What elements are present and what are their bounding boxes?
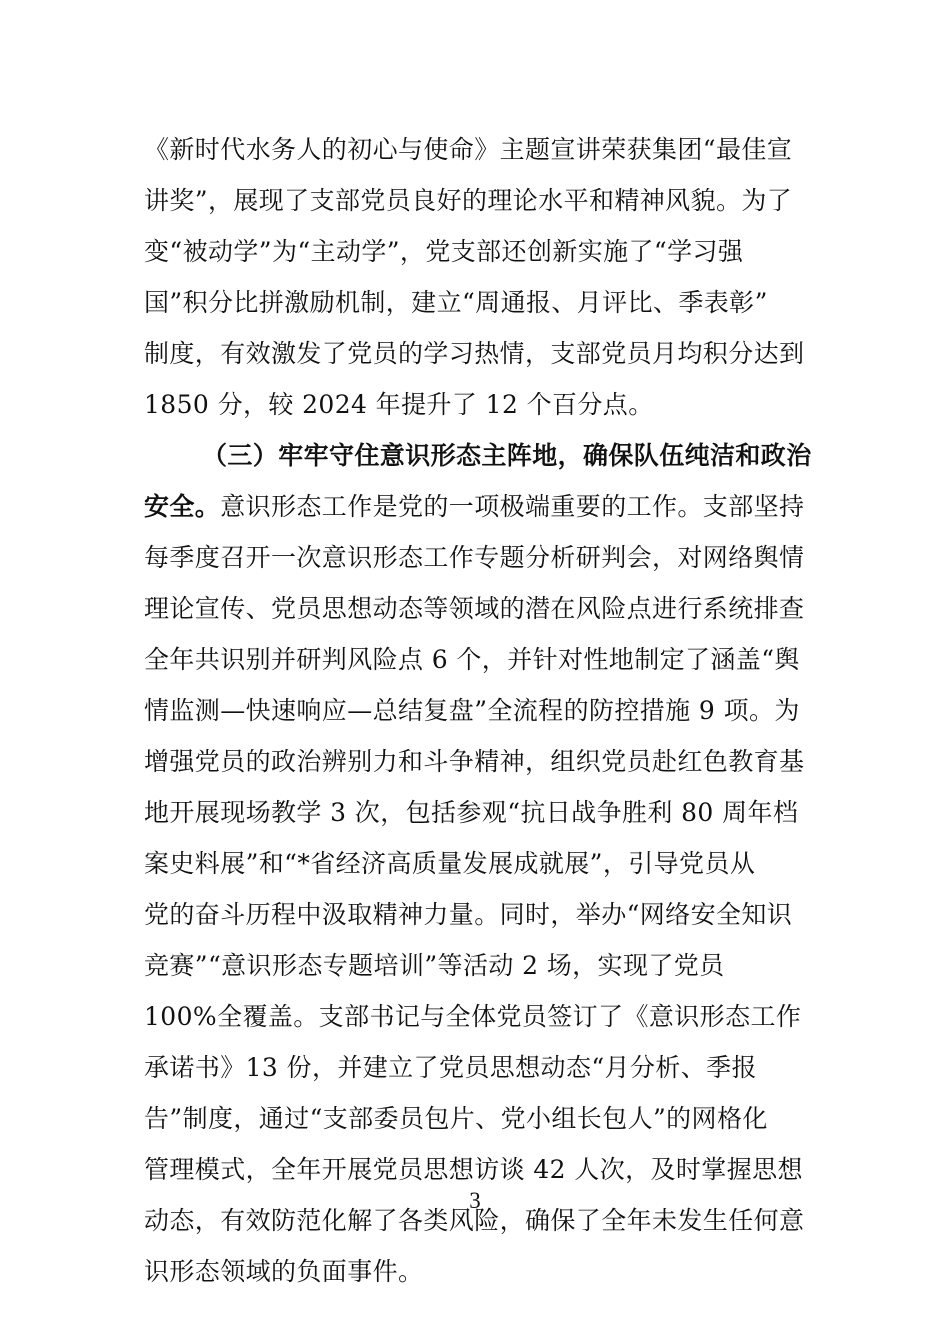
section-heading: （三）牢牢守住意识形态主阵地，确保队伍纯洁和政治 xyxy=(202,441,812,470)
text-line: 党的奋斗历程中汲取精神力量。同时，举办“网络安全知识 xyxy=(144,900,793,929)
body-text xyxy=(144,124,812,1297)
section-heading-end: 安全。 xyxy=(144,492,221,521)
text-line: 管理模式，全年开展党员思想访谈 42 人次，及时掌握思想 xyxy=(144,1155,803,1184)
text-line: 理论宣传、党员思想动态等领域的潜在风险点进行系统排查 xyxy=(144,594,805,623)
text-line: 承诺书》13 份，并建立了党员思想动态“月分析、季报 xyxy=(144,1053,757,1082)
text-line: 识形态领域的负面事件。 xyxy=(144,1257,424,1286)
text-line: 制度，有效激发了党员的学习热情，支部党员月均积分达到 xyxy=(144,339,805,368)
text-line: 告”制度，通过“支部委员包片、党小组长包人”的网格化 xyxy=(144,1104,768,1133)
text-line xyxy=(144,481,806,532)
text-line: 增强党员的政治辨别力和斗争精神，组织党员赴红色教育基 xyxy=(144,747,805,776)
text-line: 《新时代水务人的初心与使命》主题宣讲荣获集团“最佳宣 xyxy=(144,135,793,164)
page-number: 3 xyxy=(469,1188,481,1213)
text-line: 全年共识别并研判风险点 6 个，并针对性地制定了涵盖“舆 xyxy=(144,645,800,674)
text-line: 每季度召开一次意识形态工作专题分析研判会，对网络舆情 xyxy=(144,543,805,572)
text-line: 1850 分，较 2024 年提升了 12 个百分点。 xyxy=(144,390,654,419)
text-line: 讲奖”，展现了支部党员良好的理论水平和精神风貌。为了 xyxy=(144,186,793,215)
text-line: 竞赛”“意识形态专题培训”等活动 2 场，实现了党员 xyxy=(144,951,725,980)
text-line: 变“被动学”为“主动学”，党支部还创新实施了“学习强 xyxy=(144,237,744,266)
text-line: 地开展现场教学 3 次，包括参观“抗日战争胜利 80 周年档 xyxy=(144,798,799,827)
text-line: 动态，有效防范化解了各类风险，确保了全年未发生任何意 xyxy=(144,1206,805,1235)
text-line: 案史料展”和“*省经济高质量发展成就展”，引导党员从 xyxy=(144,849,756,878)
text-line: 情监测—快速响应—总结复盘”全流程的防控措施 9 项。为 xyxy=(144,696,800,725)
text-line: 国”积分比拼激励机制，建立“周通报、月评比、季表彰” xyxy=(144,288,768,317)
text-line: 100%全覆盖。支部书记与全体党员签订了《意识形态工作 xyxy=(144,1002,802,1031)
section-text: 意识形态工作是党的一项极端重要的工作。支部坚持 xyxy=(220,492,805,521)
